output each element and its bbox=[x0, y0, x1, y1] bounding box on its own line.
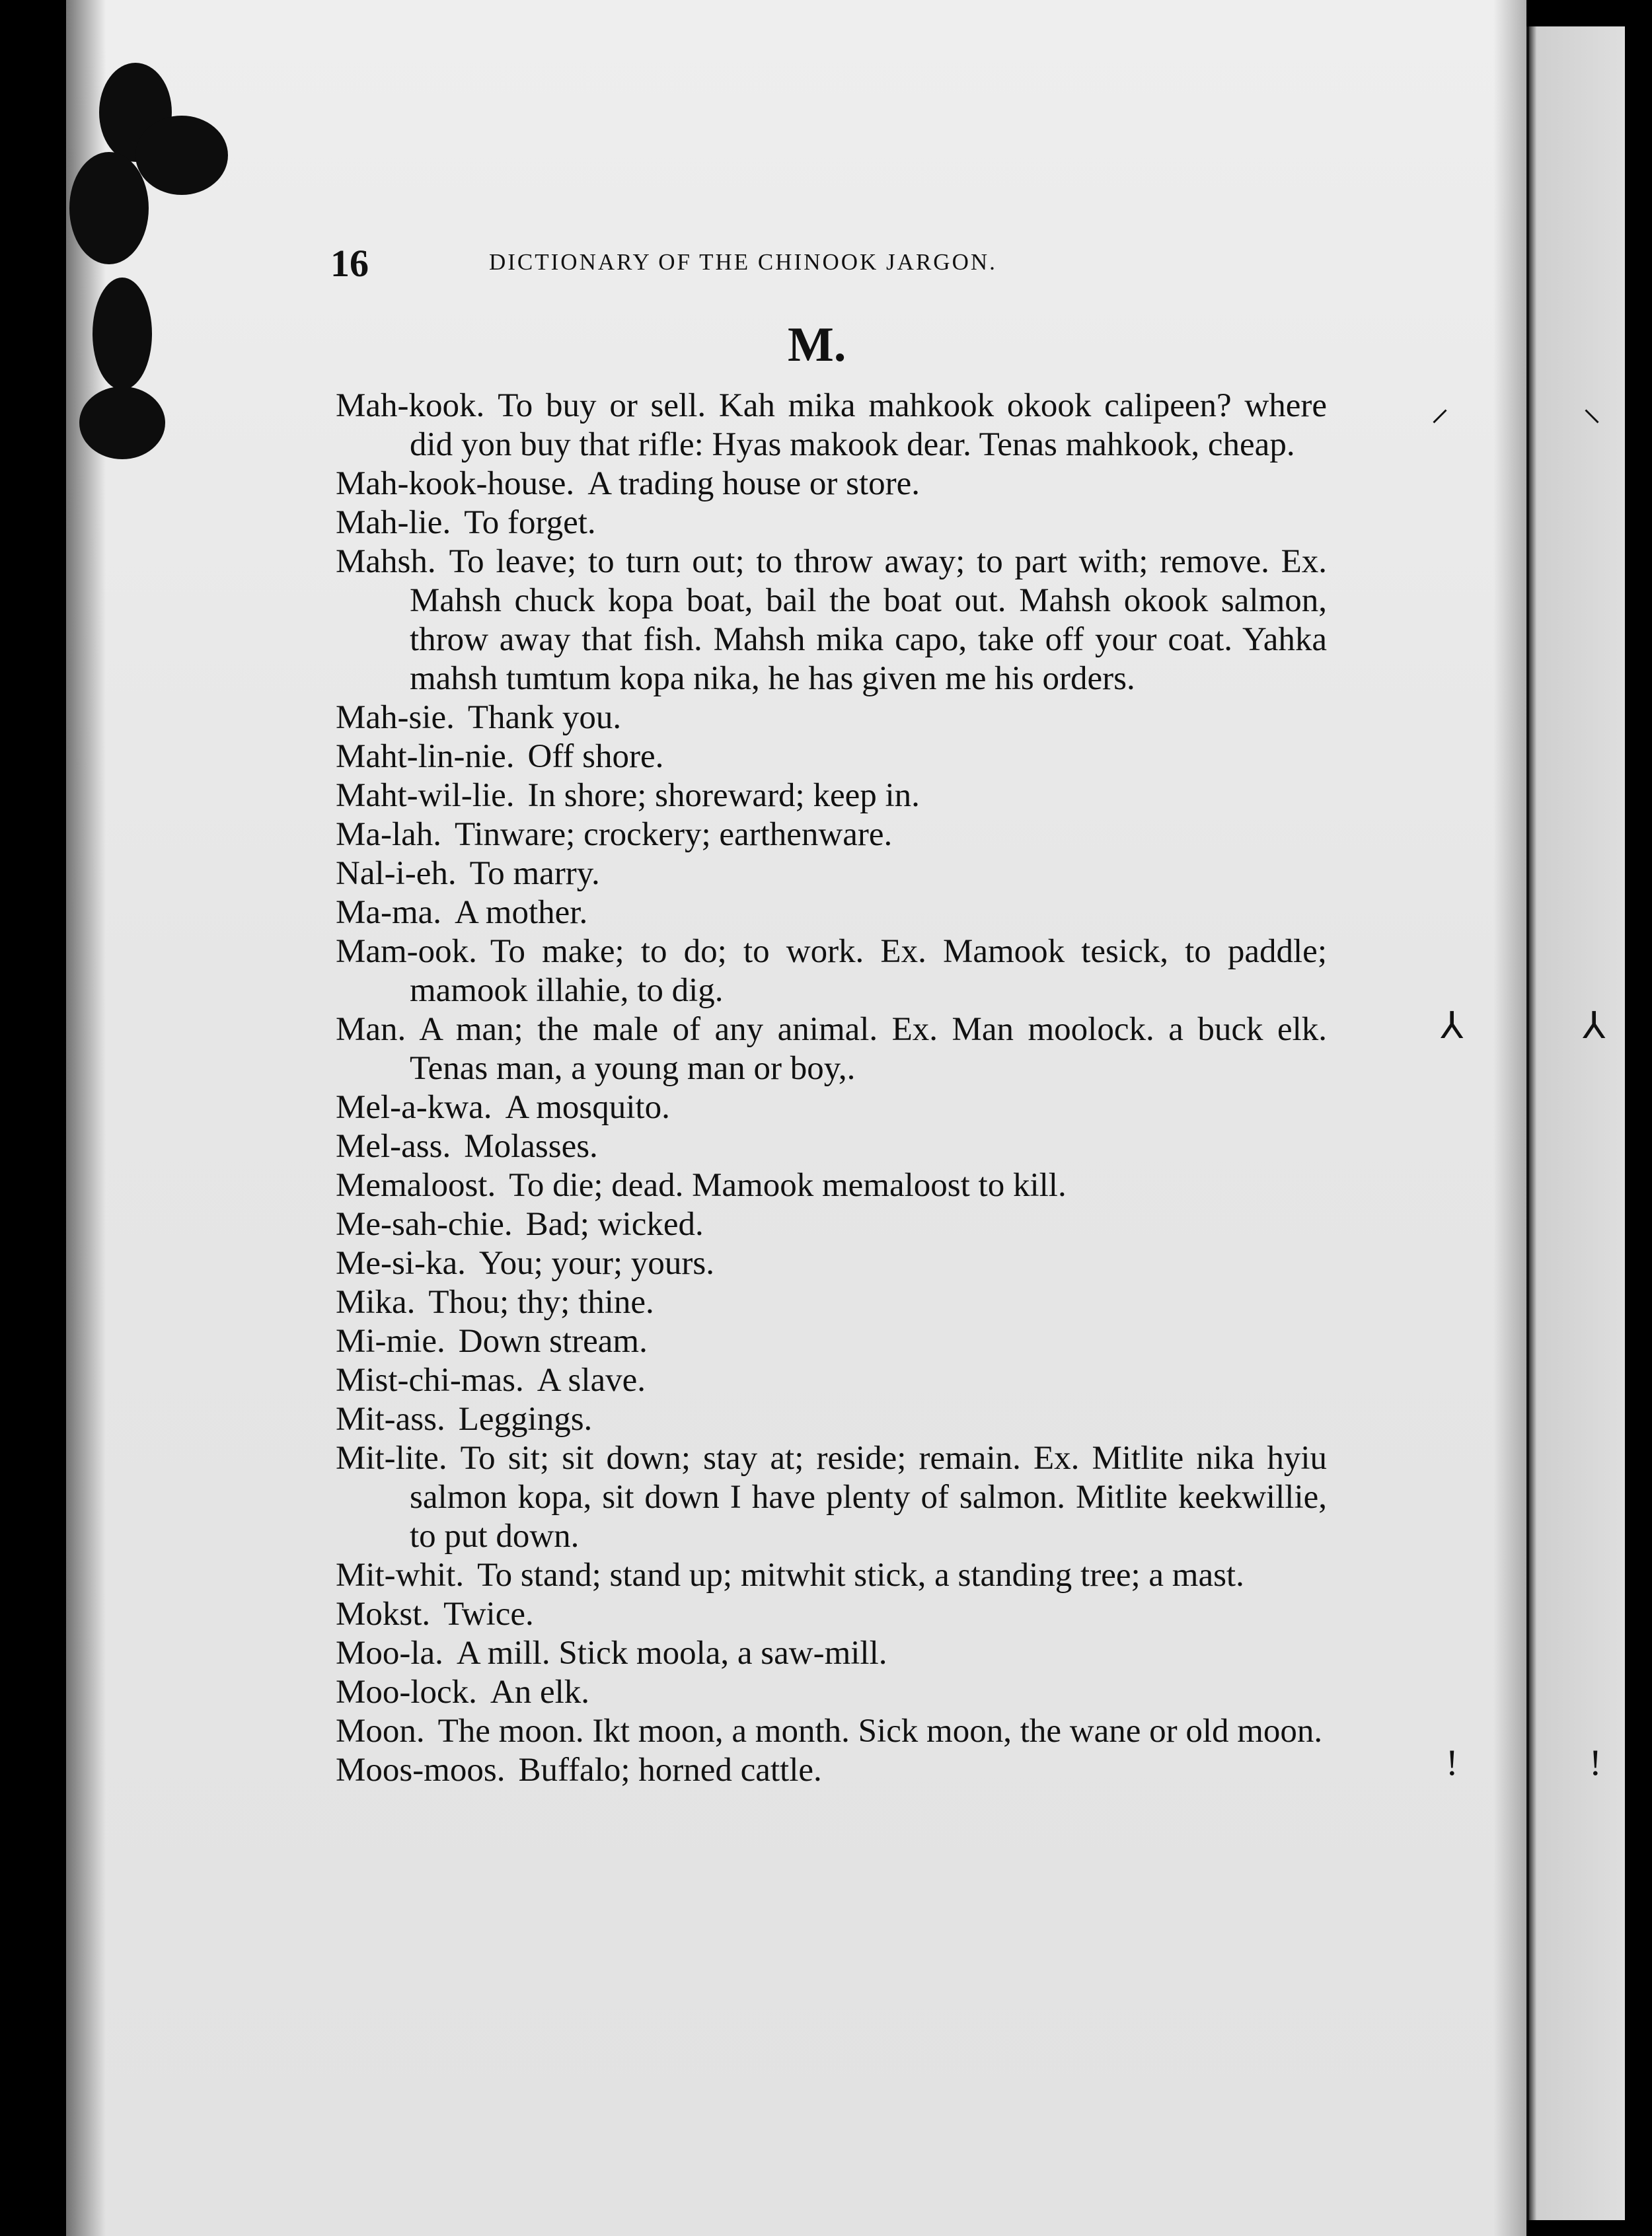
dictionary-entry bbox=[336, 1205, 1327, 1244]
page-edge-shadow bbox=[1493, 0, 1526, 2236]
adjacent-page-strip bbox=[1526, 26, 1625, 2220]
entry-definition: To leave; to turn out; to throw away; to part with; remove. Ex. Mahsh chuck kopa boat, bail the boat out. Mahsh okook salmon, throw away that fish. Mahsh mika capo, take off your coat. Yahka mahsh tumtum kopa nika, he has given me his orders. bbox=[410, 543, 1327, 697]
dictionary-entry bbox=[336, 503, 1327, 542]
entry-definition: A trading house or store. bbox=[587, 465, 920, 502]
entry-definition: You; your; yours. bbox=[478, 1245, 714, 1282]
entry-definition: Bad; wicked. bbox=[525, 1206, 704, 1243]
entry-definition: A mosquito. bbox=[505, 1089, 670, 1126]
entry-headword: Memaloost. bbox=[336, 1167, 496, 1204]
entry-definition: To die; dead. Mamook memaloost to kill. bbox=[509, 1167, 1067, 1204]
entry-definition: A mother. bbox=[455, 894, 588, 931]
dictionary-entry bbox=[336, 1673, 1327, 1712]
entry-definition: Down stream. bbox=[458, 1323, 648, 1360]
margin-mark: ǃ bbox=[1589, 1742, 1602, 1783]
entry-headword: Maht-lin-nie. bbox=[336, 738, 515, 775]
entry-headword: Me-si-ka. bbox=[336, 1245, 466, 1282]
page-number: 16 bbox=[330, 242, 369, 285]
entry-definition: Twice. bbox=[443, 1596, 534, 1633]
entry-definition: To buy or sell. Kah mika mahkook okook calipeen? where did yon buy that rifle: Hyas makook dear. Tenas mahkook, cheap. bbox=[410, 387, 1327, 463]
entry-definition: A slave. bbox=[537, 1362, 646, 1399]
dictionary-entry bbox=[336, 932, 1327, 1010]
entry-headword: Moos-moos. bbox=[336, 1752, 506, 1789]
entry-definition: To sit; sit down; stay at; reside; remain. Ex. Mitlite nika hyiu salmon kopa, sit down I have plenty of salmon. Mitlite keekwillie, to put down. bbox=[410, 1440, 1327, 1555]
dictionary-entry bbox=[336, 387, 1327, 465]
entry-headword: Maht-wil-lie. bbox=[336, 777, 515, 814]
entry-headword: Mah-kook-house. bbox=[336, 465, 575, 502]
entry-headword: Mi-mie. bbox=[336, 1323, 445, 1360]
dictionary-entry bbox=[336, 698, 1327, 737]
dictionary-entry bbox=[336, 1439, 1327, 1556]
dictionary-entry bbox=[336, 1127, 1327, 1166]
dictionary-entry bbox=[336, 1166, 1327, 1205]
entry-definition: To forget. bbox=[464, 504, 596, 541]
dictionary-entry bbox=[336, 1556, 1327, 1595]
entry-definition: Off shore. bbox=[527, 738, 664, 775]
dictionary-entry bbox=[336, 1088, 1327, 1127]
entry-definition: Thou; thy; thine. bbox=[428, 1284, 654, 1321]
dictionary-entry bbox=[336, 1712, 1327, 1751]
entry-headword: Mit-ass. bbox=[336, 1401, 445, 1438]
entry-definition: A man; the male of any animal. Ex. Man moolock. a buck elk. Tenas man, a young man or boy,. bbox=[410, 1011, 1327, 1087]
entry-headword: Mokst. bbox=[336, 1596, 431, 1633]
running-head-title: DICTIONARY OF THE CHINOOK JARGON. bbox=[489, 249, 997, 275]
entry-definition: Buffalo; horned cattle. bbox=[518, 1752, 822, 1789]
margin-mark: ⸝ bbox=[1431, 388, 1449, 429]
ink-blot bbox=[93, 278, 152, 390]
entry-definition: To make; to do; to work. Ex. Mamook tesick, to paddle; mamook illahie, to dig. bbox=[410, 933, 1327, 1009]
entry-definition: In shore; shoreward; keep in. bbox=[527, 777, 920, 814]
dictionary-entry bbox=[336, 1244, 1327, 1283]
entry-definition: To stand; stand up; mitwhit stick, a standing tree; a mast. bbox=[477, 1557, 1244, 1594]
entry-headword: Mah-kook. bbox=[336, 387, 485, 424]
dictionary-entry bbox=[336, 815, 1327, 854]
dictionary-entry bbox=[336, 737, 1327, 776]
entry-definition: The moon. Ikt moon, a month. Sick moon, the wane or old moon. bbox=[437, 1713, 1323, 1750]
ink-blot bbox=[79, 387, 165, 459]
dictionary-entry bbox=[336, 1361, 1327, 1400]
dictionary-entry bbox=[336, 465, 1327, 503]
dictionary-entry bbox=[336, 1283, 1327, 1322]
dictionary-entry bbox=[336, 776, 1327, 815]
entry-headword: Mahsh. bbox=[336, 543, 436, 580]
ink-blot bbox=[69, 152, 149, 264]
entry-headword: Nal-i-eh. bbox=[336, 855, 457, 892]
entry-headword: Mel-a-kwa. bbox=[336, 1089, 492, 1126]
entry-definition: Tinware; crockery; earthenware. bbox=[455, 816, 893, 853]
margin-mark: ⅄ bbox=[1441, 1006, 1464, 1047]
entry-headword: Ma-ma. bbox=[336, 894, 442, 931]
entry-headword: Moo-la. bbox=[336, 1635, 443, 1672]
entry-headword: Moon. bbox=[336, 1713, 425, 1750]
ink-blot bbox=[135, 116, 228, 195]
entry-headword: Ma-lah. bbox=[336, 816, 442, 853]
dictionary-entry bbox=[336, 1010, 1327, 1088]
entry-headword: Mika. bbox=[336, 1284, 416, 1321]
margin-mark: ǃ bbox=[1446, 1742, 1458, 1783]
dictionary-entries bbox=[336, 387, 1327, 1790]
entry-headword: Mah-sie. bbox=[336, 699, 455, 736]
dictionary-entry bbox=[336, 1634, 1327, 1673]
dictionary-entry bbox=[336, 542, 1327, 698]
running-header bbox=[330, 241, 1163, 287]
entry-definition: Molasses. bbox=[464, 1128, 598, 1165]
entry-headword: Mel-ass. bbox=[336, 1128, 451, 1165]
entry-definition: To marry. bbox=[469, 855, 600, 892]
entry-definition: Leggings. bbox=[458, 1401, 593, 1438]
dictionary-entry bbox=[336, 1322, 1327, 1361]
section-letter: M. bbox=[788, 318, 846, 372]
entry-headword: Mist-chi-mas. bbox=[336, 1362, 524, 1399]
entry-headword: Mit-lite. bbox=[336, 1440, 447, 1477]
dictionary-entry bbox=[336, 1400, 1327, 1439]
margin-mark: ⅄ bbox=[1583, 1006, 1606, 1047]
dictionary-entry bbox=[336, 1595, 1327, 1634]
entry-definition: A mill. Stick moola, a saw-mill. bbox=[456, 1635, 887, 1672]
entry-headword: Mah-lie. bbox=[336, 504, 451, 541]
entry-definition: An elk. bbox=[490, 1674, 590, 1711]
entry-headword: Mam-ook. bbox=[336, 933, 477, 970]
entry-headword: Mit-whit. bbox=[336, 1557, 465, 1594]
dictionary-entry bbox=[336, 854, 1327, 893]
entry-headword: Moo-lock. bbox=[336, 1674, 477, 1711]
entry-headword: Me-sah-chie. bbox=[336, 1206, 513, 1243]
entry-definition: Thank you. bbox=[467, 699, 622, 736]
dictionary-entry bbox=[336, 893, 1327, 932]
entry-headword: Man. bbox=[336, 1011, 406, 1048]
margin-mark: ⸜ bbox=[1583, 388, 1601, 429]
dictionary-entry bbox=[336, 1751, 1327, 1790]
